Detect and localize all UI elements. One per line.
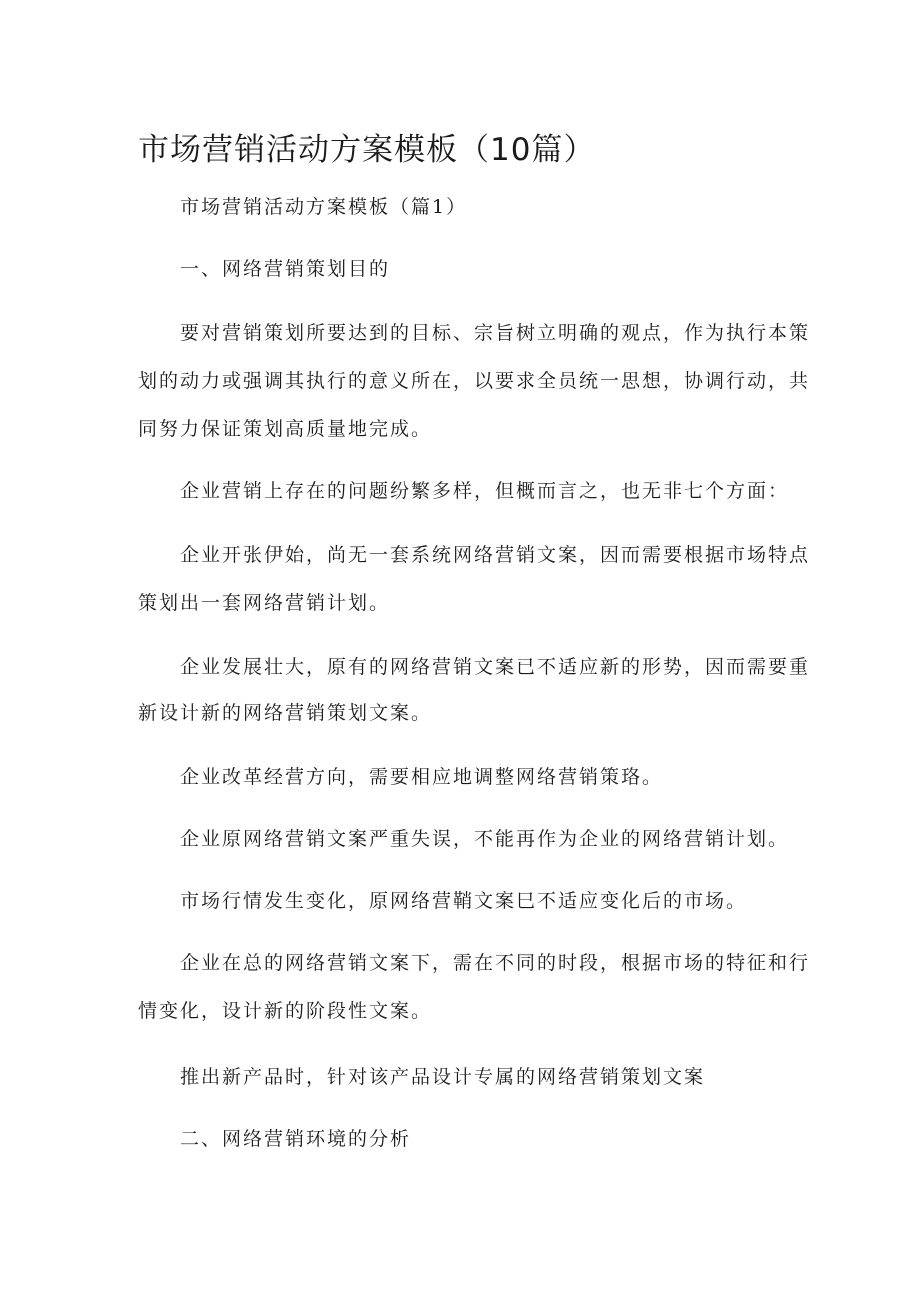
section-heading-2: 二、网络营销环境的分析 <box>180 1128 412 1150</box>
paragraph-line: 企业营销上存在的问题纷繁多样，但概而言之，也无非七个方面： <box>180 480 790 502</box>
paragraph-line: 企业原网络营销文案严重失误，不能再作为企业的网络营销计划。 <box>180 828 790 850</box>
paragraph-line: 策划出一套网络营销计划。 <box>138 592 391 614</box>
paragraph-line: 划的动力或强调其执行的意义所在，以要求全员统一思想，协调行动，共 <box>138 370 811 392</box>
paragraph-line: 企业发展壮大，原有的网络营销文案已不适应新的形势，因而需要重 <box>180 656 811 678</box>
paragraph-line: 同努力保证策划高质量地完成。 <box>138 418 433 440</box>
document-title: 市场营销活动方案模板（10篇） <box>138 132 596 168</box>
document-subtitle: 市场营销活动方案模板（篇1） <box>180 196 468 218</box>
paragraph-line: 企业在总的网络营销文案下，需在不同的时段，根据市场的特征和行 <box>180 952 811 974</box>
paragraph-line: 推出新产品时，针对该产品设计专属的网络营销策划文案 <box>180 1066 706 1088</box>
paragraph-line: 情变化，设计新的阶段性文案。 <box>138 1000 433 1022</box>
paragraph-line: 要对营销策划所要达到的目标、宗旨树立明确的观点，作为执行本策 <box>180 322 811 344</box>
section-heading-1: 一、网络营销策划目的 <box>180 258 391 280</box>
paragraph-line: 企业开张伊始，尚无一套系统网络营销文案，因而需要根据市场特点 <box>180 544 811 566</box>
paragraph-line: 新设计新的网络营销策划文案。 <box>138 702 433 724</box>
paragraph-line: 市场行情发生变化，原网络营鞘文案巳不适应变化后的市场。 <box>180 890 748 912</box>
paragraph-line: 企业改革经营方向，需要相应地调整网络营销策珞。 <box>180 766 664 788</box>
